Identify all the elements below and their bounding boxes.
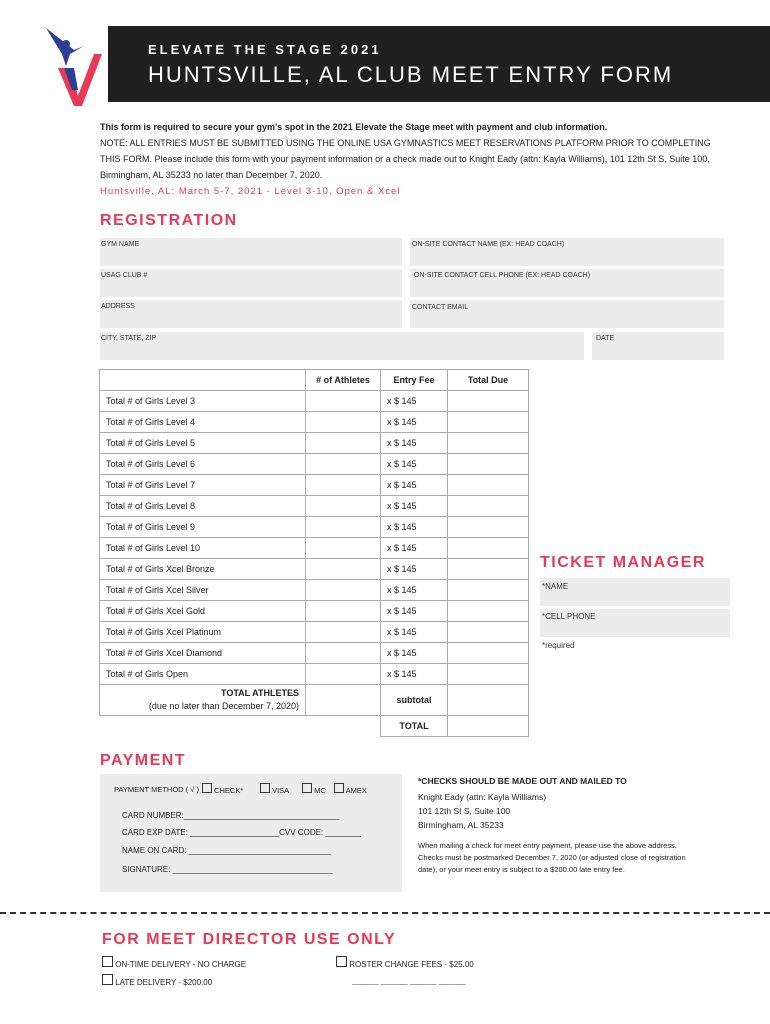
roster-checkbox[interactable]: [336, 956, 347, 967]
event-logo: [44, 20, 104, 106]
late-label: LATE DELIVERY - $200.00: [115, 978, 213, 987]
athletes-input[interactable]: [306, 412, 381, 433]
ontime-checkbox[interactable]: [102, 956, 113, 967]
ontime-option[interactable]: [102, 956, 246, 969]
card-number-field[interactable]: CARD NUMBER:___________________________________: [122, 811, 340, 820]
total-due-input[interactable]: [448, 391, 529, 412]
city-state-zip-label: CITY, STATE, ZIP: [101, 335, 157, 342]
entry-fee: x $ 145: [381, 475, 448, 496]
table-row: [100, 517, 529, 538]
registration-heading: REGISTRATION: [100, 212, 238, 229]
entry-fee: x $ 145: [381, 559, 448, 580]
total-due-input[interactable]: [448, 580, 529, 601]
athletes-input[interactable]: [306, 601, 381, 622]
ticket-name-field[interactable]: [540, 578, 730, 606]
total-due-header: Total Due: [448, 370, 529, 391]
entry-fee: x $ 145: [381, 517, 448, 538]
total-athletes-input[interactable]: [306, 685, 381, 716]
total-due-input[interactable]: [448, 475, 529, 496]
card-exp-field[interactable]: CARD EXP DATE: ____________________CVV CODE: ________: [122, 828, 361, 837]
amex-label: AMEX: [345, 786, 367, 795]
level-label: Total # of Girls Xcel Platinum: [100, 622, 306, 643]
total-due-input[interactable]: [448, 496, 529, 517]
entry-table: [99, 369, 529, 737]
checks-heading: *CHECKS SHOULD BE MADE OUT AND MAILED TO: [418, 776, 627, 786]
mailing-address: [418, 790, 546, 832]
signature-field[interactable]: SIGNATURE: ____________________________________: [122, 865, 333, 874]
total-athletes-row: [100, 685, 529, 716]
roster-label: ROSTER CHANGE FEES - $25.00: [349, 960, 474, 969]
entry-fee: x $ 145: [381, 538, 448, 559]
ticket-name-label: *NAME: [542, 582, 569, 591]
athletes-input[interactable]: [306, 496, 381, 517]
onsite-contact-label: ON-SITE CONTACT NAME (EX: HEAD COACH): [412, 241, 565, 248]
level-label: Total # of Girls Level 3: [100, 391, 306, 412]
total-due-input[interactable]: [448, 622, 529, 643]
header-subtitle: ELEVATE THE STAGE 2021: [148, 42, 382, 57]
entry-fee: x $ 145: [381, 664, 448, 685]
athletes-input[interactable]: [306, 454, 381, 475]
mc-option[interactable]: [302, 783, 326, 795]
roster-option[interactable]: [336, 956, 474, 969]
total-athletes-cell: [100, 685, 306, 716]
roster-blanks[interactable]: ______ ______ ______ ______: [352, 976, 466, 985]
payment-method-label: PAYMENT METHOD ( √ ): [114, 785, 199, 794]
ontime-label: ON-TIME DELIVERY - NO CHARGE: [115, 960, 247, 969]
ticket-manager-heading: TICKET MANAGER: [540, 554, 706, 571]
entry-fee: x $ 145: [381, 454, 448, 475]
table-row: [100, 496, 529, 517]
table-row: [100, 664, 529, 685]
subtotal-input[interactable]: [448, 685, 529, 716]
entry-fee: x $ 145: [381, 601, 448, 622]
total-row: [100, 716, 529, 737]
entry-fee: x $ 145: [381, 412, 448, 433]
level-label: Total # of Girls Level 5: [100, 433, 306, 454]
address-field[interactable]: [100, 300, 402, 328]
total-due-input[interactable]: [448, 517, 529, 538]
required-note: *required: [542, 641, 575, 650]
athletes-input[interactable]: [306, 391, 381, 412]
athletes-input[interactable]: [306, 538, 381, 559]
entry-fee: x $ 145: [381, 580, 448, 601]
intro-text: [100, 119, 720, 183]
athletes-input[interactable]: [306, 643, 381, 664]
total-input[interactable]: [448, 716, 529, 737]
subtotal-label: subtotal: [381, 685, 448, 716]
intro-note: NOTE: ALL ENTRIES MUST BE SUBMITTED USING THE ONLINE USA GYMNASTICS MEET RESERVATIONS PLATFORM PRIOR TO COMPLETING THIS FORM. Please include this form with your payment information or a check made out to Knight Eady (attn: Kayla Williams), 101 12th St S, Suite 100, Birmingham, AL 35233 no later than December 7, 2020.: [100, 138, 711, 180]
visa-label: VISA: [272, 786, 290, 795]
total-due-input[interactable]: [448, 601, 529, 622]
table-row: [100, 538, 529, 559]
gym-name-label: GYM NAME: [101, 241, 140, 248]
total-athletes-label: TOTAL ATHLETES: [221, 688, 299, 698]
meet-dates: Huntsville, AL: March 5-7, 2021 - Level 3-10, Open & Xcel: [100, 186, 401, 197]
table-row: [100, 559, 529, 580]
athletes-input[interactable]: [306, 433, 381, 454]
total-due-input[interactable]: [448, 664, 529, 685]
amex-option[interactable]: [334, 783, 367, 795]
late-checkbox[interactable]: [102, 974, 113, 985]
onsite-phone-label: ON-SITE CONTACT CELL PHONE (EX: HEAD COACH): [414, 272, 591, 279]
amex-checkbox[interactable]: [334, 783, 344, 793]
level-label: Total # of Girls Xcel Bronze: [100, 559, 306, 580]
table-row: [100, 622, 529, 643]
check-option[interactable]: [202, 783, 243, 795]
level-label: Total # of Girls Level 8: [100, 496, 306, 517]
entry-fee: x $ 145: [381, 496, 448, 517]
mc-checkbox[interactable]: [302, 783, 312, 793]
visa-checkbox[interactable]: [260, 783, 270, 793]
total-due-input[interactable]: [448, 433, 529, 454]
mail-note: When mailing a check for meet entry payment, please use the above address. Checks must be postmarked December 7, 2020 (or adjusted close of registration date), or your meet entry is subject to a $200.00 late entry fee.: [418, 841, 686, 874]
city-state-zip-field[interactable]: [100, 332, 584, 360]
form-title: HUNTSVILLE, AL CLUB MEET ENTRY FORM: [148, 62, 674, 87]
late-option[interactable]: [102, 974, 212, 987]
entry-fee: x $ 145: [381, 622, 448, 643]
table-row: [100, 433, 529, 454]
entry-fee: x $ 145: [381, 643, 448, 664]
level-label: Total # of Girls Xcel Diamond: [100, 643, 306, 664]
check-label: CHECK*: [214, 786, 244, 795]
total-due-input[interactable]: [448, 643, 529, 664]
visa-option[interactable]: [260, 783, 289, 795]
total-due-input[interactable]: [448, 412, 529, 433]
fee-header: Entry Fee: [381, 370, 448, 391]
entry-header-row: [100, 370, 529, 391]
entry-fee: x $ 145: [381, 433, 448, 454]
address-line-3: Birmingham, AL 35233: [418, 820, 504, 830]
level-label: Total # of Girls Level 9: [100, 517, 306, 538]
address-line-2: 101 12th St S, Suite 100: [418, 806, 511, 816]
level-label: Total # of Girls Level 4: [100, 412, 306, 433]
address-label: ADDRESS: [101, 303, 135, 310]
level-label: Total # of Girls Xcel Silver: [100, 580, 306, 601]
contact-email-label: CONTACT EMAIL: [412, 304, 469, 311]
total-due-input[interactable]: [448, 454, 529, 475]
level-label: Total # of Girls Level 7: [100, 475, 306, 496]
table-row: [100, 454, 529, 475]
table-row: [100, 475, 529, 496]
table-row: [100, 601, 529, 622]
usag-club-label: USAG CLUB #: [101, 272, 148, 279]
level-label: Total # of Girls Level 6: [100, 454, 306, 475]
total-due-input[interactable]: [448, 559, 529, 580]
table-row: [100, 412, 529, 433]
total-due-input[interactable]: [448, 538, 529, 559]
total-label: TOTAL: [381, 716, 448, 737]
athletes-header: # of Athletes: [306, 370, 381, 391]
cut-line: [0, 912, 770, 914]
address-line-1: Knight Eady (attn: Kayla Williams): [418, 792, 547, 802]
athletes-input[interactable]: [306, 517, 381, 538]
name-on-card-field[interactable]: NAME ON CARD: ________________________________: [122, 846, 332, 855]
check-checkbox[interactable]: [202, 783, 212, 793]
ticket-phone-label: *CELL PHONE: [542, 612, 596, 621]
intro-bold: This form is required to secure your gym's spot in the 2021 Elevate the Stage meet with payment and club information.: [100, 122, 608, 132]
level-label: Total # of Girls Xcel Gold: [100, 601, 306, 622]
table-row: [100, 391, 529, 412]
athletes-input[interactable]: [306, 580, 381, 601]
payment-heading: PAYMENT: [100, 752, 187, 769]
athletes-input[interactable]: [306, 622, 381, 643]
level-label: Total # of Girls Level 10: [100, 538, 306, 559]
athletes-input[interactable]: [306, 664, 381, 685]
director-heading: FOR MEET DIRECTOR USE ONLY: [102, 931, 397, 948]
athletes-input[interactable]: [306, 559, 381, 580]
due-note: (due no later than December 7, 2020): [148, 701, 299, 711]
gym-name-field[interactable]: [100, 238, 402, 266]
date-label: DATE: [596, 335, 615, 342]
table-row: [100, 643, 529, 664]
athletes-input[interactable]: [306, 475, 381, 496]
level-label: Total # of Girls Open: [100, 664, 306, 685]
table-row: [100, 580, 529, 601]
entry-fee: x $ 145: [381, 391, 448, 412]
mc-label: MC: [314, 786, 326, 795]
